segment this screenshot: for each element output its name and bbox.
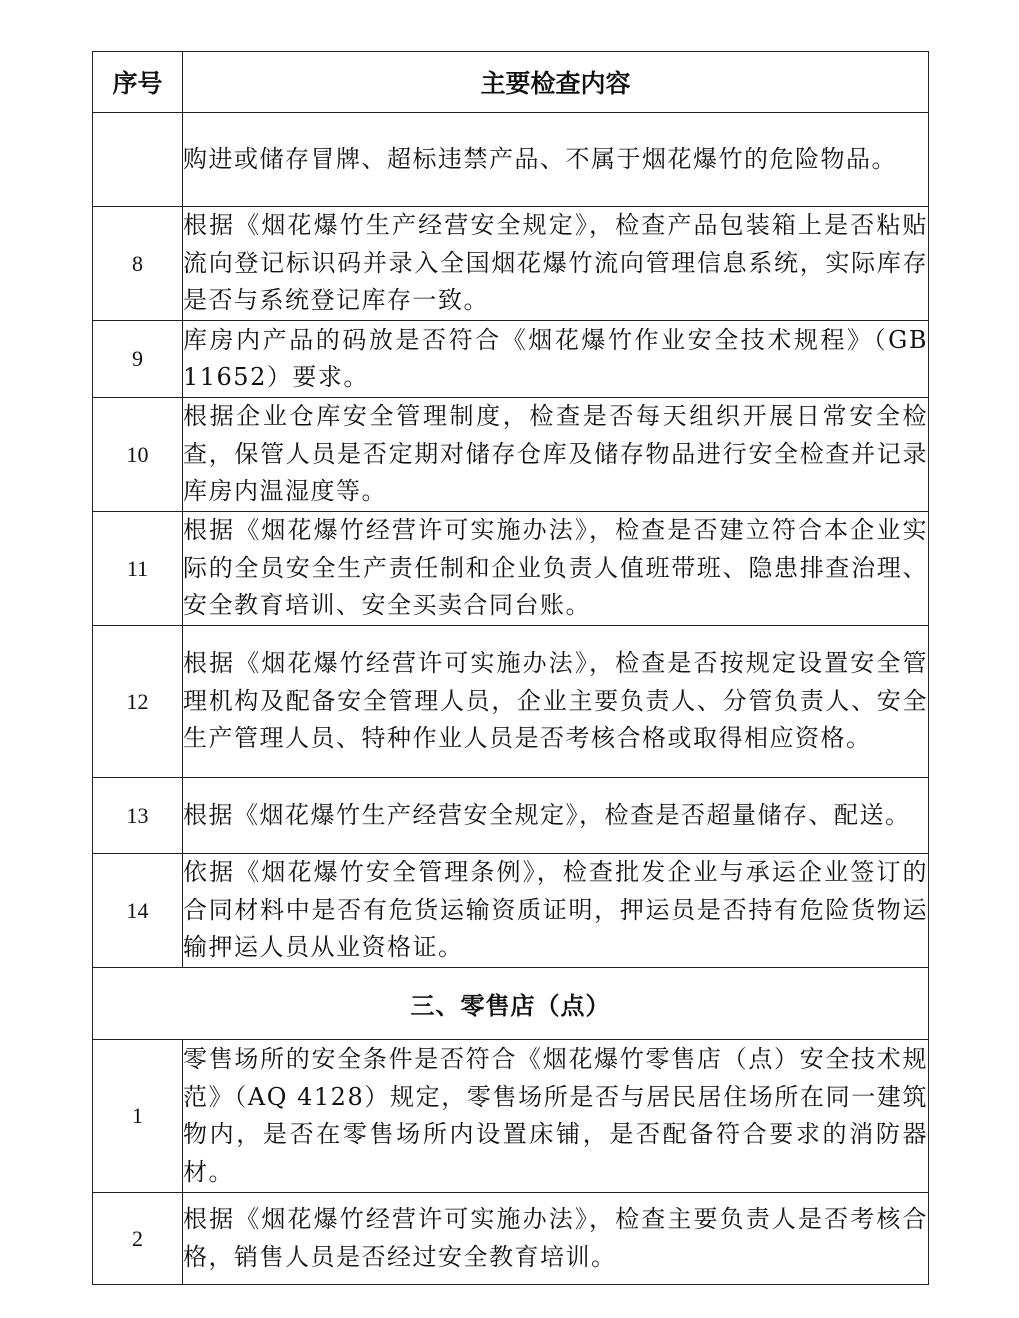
row-content: 依据《烟花爆竹安全管理条例》，检查批发企业与承运企业签订的合同材料中是否有危货运输资质证明，押运员是否持有危险货物运输押运人员从业资格证。 [183,854,929,968]
table-row [93,398,929,512]
row-content: 库房内产品的码放是否符合《烟花爆竹作业安全技术规程》（GB 11652）要求。 [183,321,929,398]
row-no: 14 [93,854,183,968]
table-row [93,113,929,207]
table-row [93,1040,929,1193]
row-no: 9 [93,321,183,398]
table-row [93,321,929,398]
row-content: 购进或储存冒牌、超标违禁产品、不属于烟花爆竹的危险物品。 [183,113,929,207]
table-row [93,512,929,626]
table-row [93,207,929,321]
section-title: 三、零售店（点） [93,968,929,1040]
row-no [93,113,183,207]
row-no: 12 [93,626,183,778]
header-no: 序号 [93,52,183,113]
row-content: 零售场所的安全条件是否符合《烟花爆竹零售店（点）安全技术规范》（AQ 4128）规定，零售场所是否与居民居住场所在同一建筑物内，是否在零售场所内设置床铺，是否配备符合要求的消防器材。 [183,1040,929,1193]
table-header-row [93,52,929,113]
row-no: 10 [93,398,183,512]
table-row [93,1193,929,1285]
row-no: 1 [93,1040,183,1193]
row-content: 根据《烟花爆竹经营许可实施办法》，检查是否按规定设置安全管理机构及配备安全管理人员，企业主要负责人、分管负责人、安全生产管理人员、特种作业人员是否考核合格或取得相应资格。 [183,626,929,778]
row-content: 根据《烟花爆竹生产经营安全规定》，检查产品包装箱上是否粘贴流向登记标识码并录入全国烟花爆竹流向管理信息系统，实际库存是否与系统登记库存一致。 [183,207,929,321]
section-row [93,968,929,1040]
row-no: 8 [93,207,183,321]
row-no: 11 [93,512,183,626]
row-no: 2 [93,1193,183,1285]
row-no: 13 [93,778,183,854]
table-row [93,854,929,968]
row-content: 根据企业仓库安全管理制度，检查是否每天组织开展日常安全检查，保管人员是否定期对储存仓库及储存物品进行安全检查并记录库房内温湿度等。 [183,398,929,512]
row-content: 根据《烟花爆竹经营许可实施办法》，检查主要负责人是否考核合格，销售人员是否经过安全教育培训。 [183,1193,929,1285]
table-row [93,626,929,778]
row-content: 根据《烟花爆竹经营许可实施办法》，检查是否建立符合本企业实际的全员安全生产责任制和企业负责人值班带班、隐患排查治理、安全教育培训、安全买卖合同台账。 [183,512,929,626]
inspection-table [92,51,929,1285]
table-row [93,778,929,854]
row-content: 根据《烟花爆竹生产经营安全规定》，检查是否超量储存、配送。 [183,778,929,854]
header-content: 主要检查内容 [183,52,929,113]
